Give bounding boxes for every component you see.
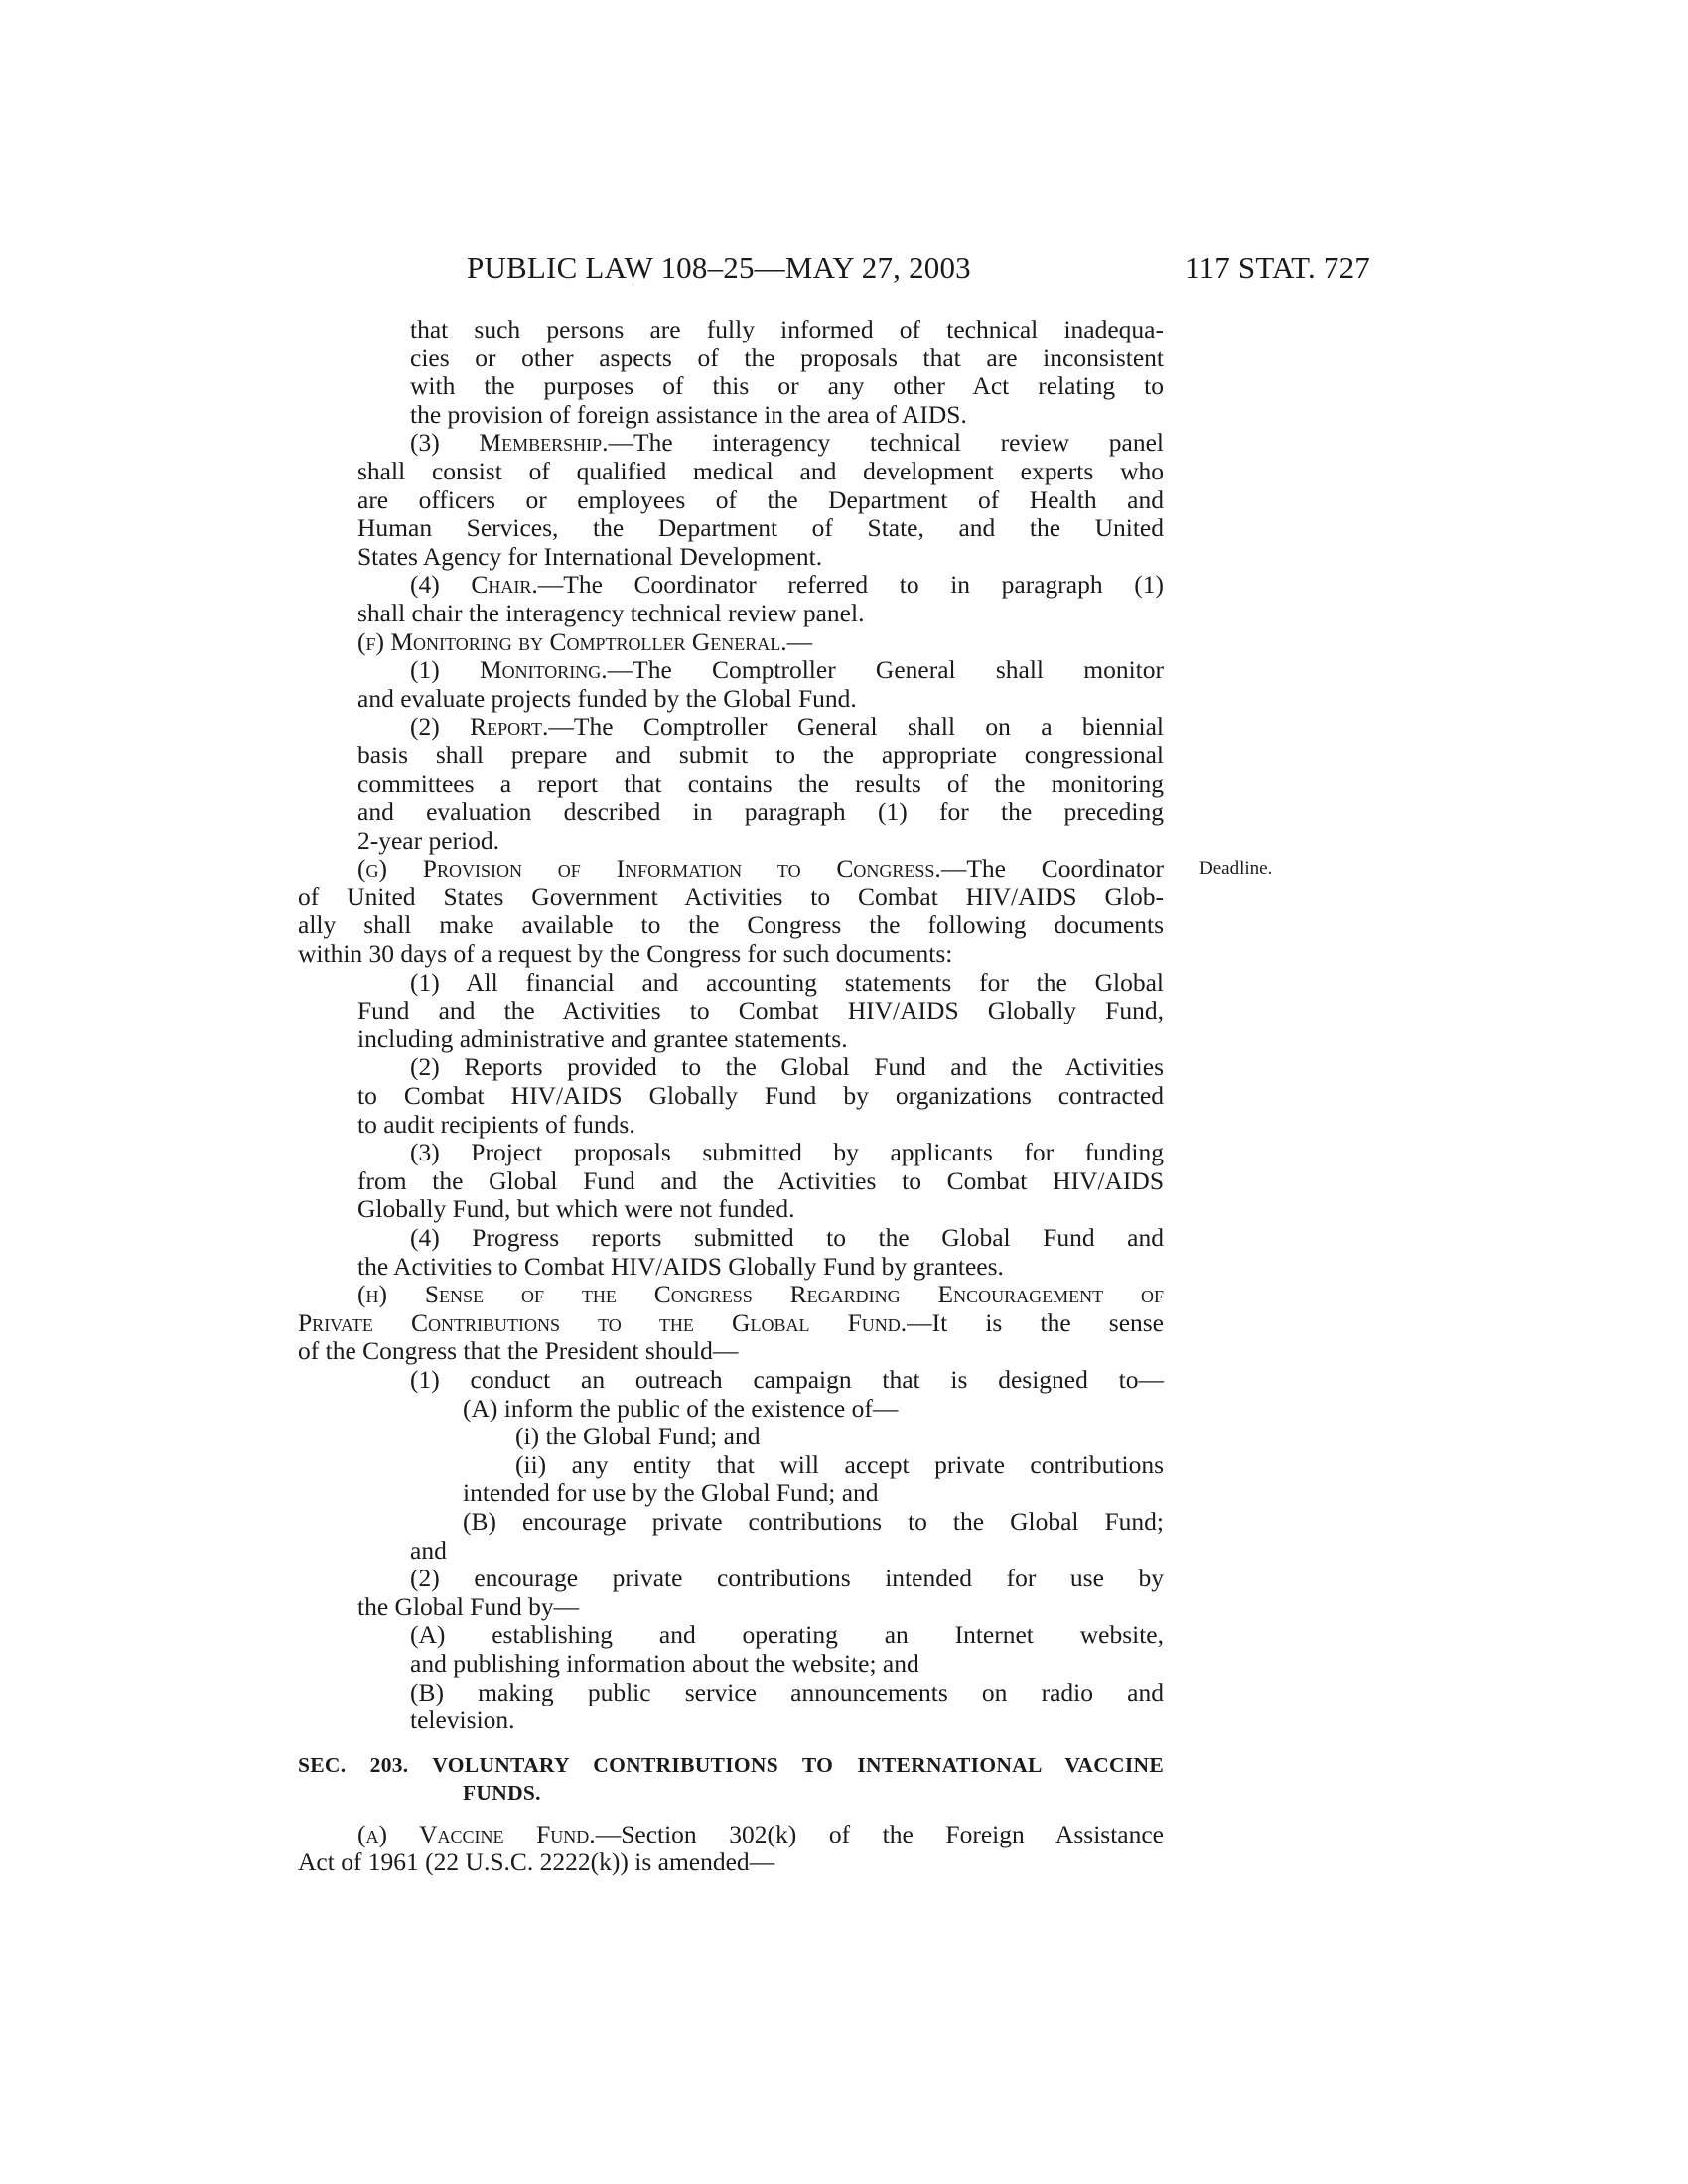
- text-line: [298, 571, 1164, 600]
- line-text: (A) establishing and operating an Internet website,: [410, 1620, 1164, 1650]
- line-text: from the Global Fund and the Activities to Combat HIV/AIDS: [357, 1165, 1164, 1195]
- text-line: [298, 1224, 1164, 1253]
- text-line: [298, 1706, 1164, 1735]
- text-line: [298, 1195, 1164, 1224]
- line-text: to audit recipients of funds.: [357, 1109, 635, 1139]
- line-text: —It is the sense: [907, 1307, 1164, 1337]
- paragraph-heading: (g) Provision of Information to Congress.: [357, 854, 941, 884]
- text-line: [298, 628, 1164, 657]
- line-text: (B) encourage private contributions to the Global Fund;: [463, 1506, 1164, 1536]
- text-line: [298, 1337, 1164, 1366]
- text-line: [298, 1053, 1164, 1082]
- line-text: and publishing information about the website; and: [410, 1648, 919, 1678]
- text-line: [298, 1650, 1164, 1679]
- text-line: [298, 1593, 1164, 1622]
- line-text: States Agency for International Development.: [357, 541, 823, 571]
- line-text: committees a report that contains the results of the monitoring: [357, 768, 1164, 798]
- line-text: (i) the Global Fund; and: [515, 1422, 761, 1451]
- text-line: [298, 458, 1164, 486]
- text-line: [298, 1082, 1164, 1111]
- text-line: [298, 969, 1164, 998]
- text-line: [298, 1679, 1164, 1707]
- line-text: and evaluate projects funded by the Global Fund.: [357, 683, 857, 713]
- text-line: [298, 543, 1164, 572]
- text-line: [298, 1025, 1164, 1054]
- line-text: —The Coordinator referred to in paragraph (1): [537, 570, 1164, 600]
- text-line: [298, 1565, 1164, 1593]
- paragraph-heading: (2) Report.: [410, 712, 549, 742]
- line-text: Human Services, the Department of State, and the United: [357, 513, 1164, 543]
- paragraph-heading: (1) Monitoring.: [410, 655, 608, 685]
- line-text: —The Coordinator: [940, 854, 1164, 884]
- line-text: Act of 1961 (22 U.S.C. 2222(k)) is amended—: [298, 1847, 775, 1877]
- line-text: —The interagency technical review panel: [608, 428, 1164, 458]
- text-line: [298, 316, 1164, 344]
- text-line: [298, 372, 1164, 401]
- text-line: [298, 514, 1164, 543]
- paragraph-heading: (f) Monitoring by Comptroller General.: [357, 626, 787, 656]
- line-text: —Section 302(k) of the Foreign Assistance: [595, 1819, 1164, 1848]
- line-text: (1) All financial and accounting statements for the Global: [410, 967, 1164, 997]
- line-text: of the Congress that the President should—: [298, 1336, 739, 1366]
- page-header: [467, 248, 1370, 288]
- line-text: —The Comptroller General shall monitor: [607, 655, 1164, 685]
- text-line: [298, 742, 1164, 770]
- text-line: [298, 997, 1164, 1025]
- line-text: that such persons are fully informed of technical inadequa-: [410, 315, 1164, 343]
- section-heading-line-1: SEC. 203. VOLUNTARY CONTRIBUTIONS TO INTERNATIONAL VACCINE: [298, 1752, 1164, 1777]
- paragraph-heading: (h) Sense of the Congress Regarding Encouragement of: [357, 1280, 1164, 1309]
- text-line: [298, 685, 1164, 714]
- text-line: [298, 401, 1164, 430]
- line-text: basis shall prepare and submit to the appropriate congressional: [357, 740, 1164, 769]
- margin-note-deadline: Deadline.: [1199, 858, 1273, 879]
- line-text: 2-year period.: [357, 825, 500, 855]
- text-line: [298, 713, 1164, 742]
- line-text: (4) Progress reports submitted to the Global Fund and: [410, 1223, 1164, 1252]
- line-text: shall chair the interagency technical review panel.: [357, 598, 865, 627]
- paragraph-heading: (a) Vaccine Fund.: [357, 1819, 596, 1848]
- text-lines-section: [298, 1821, 1164, 1877]
- text-line: [298, 855, 1164, 884]
- line-text: with the purposes of this or any other Act relating to: [410, 371, 1164, 401]
- line-text: —The Comptroller General shall on a biennial: [548, 712, 1165, 742]
- text-line: [298, 1848, 1164, 1877]
- statute-citation: 117 STAT. 727: [1185, 250, 1370, 285]
- text-line: [298, 486, 1164, 515]
- running-title: PUBLIC LAW 108–25—MAY 27, 2003: [467, 250, 971, 285]
- line-text: the Activities to Combat HIV/AIDS Globally Fund by grantees.: [357, 1251, 1004, 1281]
- text-line: [298, 1167, 1164, 1196]
- paragraph-heading: (4) Chair.: [410, 570, 538, 600]
- text-line: [298, 1537, 1164, 1566]
- line-text: (ii) any entity that will accept private contributions: [515, 1449, 1164, 1479]
- line-text: ally shall make available to the Congress the following documents: [298, 910, 1164, 940]
- text-line: [298, 429, 1164, 458]
- line-text: of United States Government Activities to Combat HIV/AIDS Glob-: [298, 882, 1164, 911]
- text-line: [298, 1281, 1164, 1309]
- text-line: [298, 1366, 1164, 1395]
- text-line: [298, 940, 1164, 969]
- paragraph-heading: (3) Membership.: [410, 428, 609, 458]
- text-line: [298, 344, 1164, 373]
- text-line: [298, 1451, 1164, 1480]
- line-text: and evaluation described in paragraph (1) for the preceding: [357, 797, 1164, 827]
- paragraph-heading: Private Contributions to the Global Fund.: [298, 1307, 908, 1337]
- text-line: [298, 1508, 1164, 1537]
- line-text: —: [786, 626, 813, 656]
- text-line: [298, 798, 1164, 827]
- line-text: (1) conduct an outreach campaign that is designed to—: [410, 1364, 1164, 1394]
- line-text: (3) Project proposals submitted by applicants for funding: [410, 1138, 1164, 1167]
- section-heading-line-2: FUNDS.: [463, 1780, 541, 1805]
- line-text: shall consist of qualified medical and development experts who: [357, 456, 1164, 485]
- text-line: [298, 827, 1164, 856]
- text-line: [298, 600, 1164, 628]
- text-lines-main: [298, 316, 1164, 1735]
- line-text: and: [410, 1535, 447, 1565]
- line-text: (B) making public service announcements on radio and: [410, 1677, 1164, 1706]
- line-text: the Global Fund by—: [357, 1591, 580, 1621]
- line-text: (2) Reports provided to the Global Fund and the Activities: [410, 1052, 1164, 1082]
- line-text: to Combat HIV/AIDS Globally Fund by organizations contracted: [357, 1081, 1164, 1111]
- line-text: Globally Fund, but which were not funded.: [357, 1194, 795, 1224]
- line-text: cies or other aspects of the proposals that are inconsistent: [410, 342, 1164, 372]
- text-line: [298, 1395, 1164, 1424]
- text-line: [298, 1423, 1164, 1451]
- line-text: intended for use by the Global Fund; and: [463, 1478, 879, 1508]
- text-line: [298, 1309, 1164, 1338]
- line-text: within 30 days of a request by the Congress for such documents:: [298, 939, 953, 969]
- text-line: [298, 1479, 1164, 1508]
- section-203-heading: [298, 1751, 1164, 1807]
- text-line: [298, 1253, 1164, 1282]
- text-line: [298, 656, 1164, 685]
- line-text: (A) inform the public of the existence of—: [463, 1393, 899, 1423]
- text-line: [298, 1621, 1164, 1650]
- text-line: [298, 1821, 1164, 1849]
- text-line: [298, 884, 1164, 912]
- text-line: [298, 1139, 1164, 1167]
- text-line: [298, 770, 1164, 799]
- line-text: including administrative and grantee statements.: [357, 1024, 848, 1053]
- text-line: [298, 911, 1164, 940]
- line-text: the provision of foreign assistance in the area of AIDS.: [410, 399, 967, 429]
- line-text: Fund and the Activities to Combat HIV/AIDS Globally Fund,: [357, 996, 1164, 1025]
- line-text: are officers or employees of the Department of Health and: [357, 484, 1164, 514]
- text-line: [298, 1111, 1164, 1140]
- body-text: [298, 316, 1164, 1877]
- line-text: (2) encourage private contributions intended for use by: [410, 1564, 1164, 1593]
- line-text: television.: [410, 1706, 515, 1735]
